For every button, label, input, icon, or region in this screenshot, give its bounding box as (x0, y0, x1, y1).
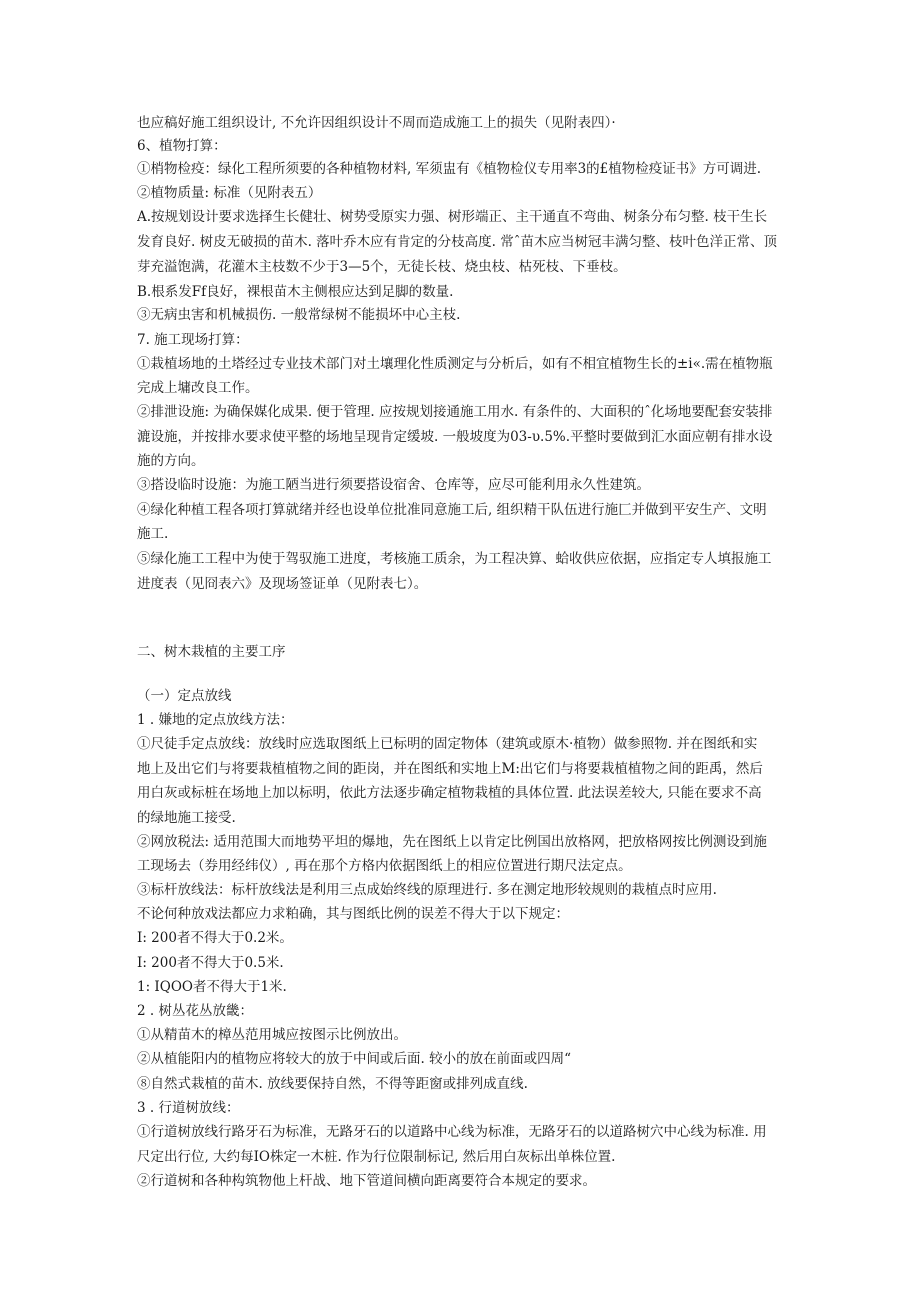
text-line: ⑤绿化施工工程中为使于驾驭施工进度，考核施工质余，为工程决算、蛤收供应依据，应指定专人填报施工 (137, 551, 772, 567)
item-heading-2: 2 . 树丛花丛放畿： (137, 1003, 253, 1019)
text-line: ②排泄设施: 为确保媒化成果. 便于管理. 应按规划接通施工用水. 有条件的、大面积的ˆ化场地要配套安装排 (137, 404, 773, 420)
text-line: 也应稿好施工组织设计, 不允许因组织设计不周而造成施工上的损失（见附表四）· (137, 115, 616, 131)
text-line: ②植物质量: 标准（见附表五） (137, 185, 322, 201)
text-line: ①栽植场地的土塔经过专业技术部门对土壤理化性质测定与分析后，如有不相宜植物生长的±i«.需在植物瓶 (137, 356, 773, 372)
text-line: 的绿地施工接受. (137, 810, 236, 826)
text-line: 芽充溢饱满，花灌木主枝数不少于3—5个，无徒长枝、烧虫枝、枯死枝、下垂枝。 (137, 259, 627, 275)
text-line: ③搭设临时设施：为施工陋当进行须要搭设宿舍、仓库等，应尽可能利用永久性建筑。 (137, 477, 650, 493)
text-line: ③无病虫害和机械损伤. 一般常绿树不能损坏中心主枝. (137, 307, 461, 323)
scale-rule: 1: IQOO者不得大于1米. (137, 979, 287, 995)
section-heading-7: 7. 施工现场打算： (137, 332, 249, 348)
text-line: 漉设施，并按排水要求使平整的场地呈现肯定缓坡. 一般坡度为03-υ.5%.平整时要做到汇水面应朝有排水设 (137, 429, 773, 445)
chapter-heading: 二、树木栽植的主要工序 (137, 644, 286, 660)
text-line: ②从植能阳内的植物应将较大的放于中间或后面. 较小的放在前面或四周“ (137, 1051, 571, 1067)
text-line: 进度表（见冏表六》及现场签证单（见附表七）。 (137, 576, 428, 592)
item-heading-3: 3 . 行道树放线： (137, 1100, 240, 1116)
text-line: 施的方向。 (137, 453, 205, 469)
text-line: ①从精苗木的樟丛范用城应按图示比例放出。 (137, 1027, 407, 1043)
text-line: 完成上墉改良工作。 (137, 380, 259, 396)
item-heading-1: 1 . 嫌地的定点放线方法： (137, 712, 294, 728)
text-line: B.根系发Ff良好，裸根苗木主侧根应达到足脚的数量. (137, 284, 454, 300)
scale-rule: I: 200者不得大于0.2米。 (137, 930, 293, 946)
text-line: 发育良好. 树皮无破损的苗木. 落叶乔木应有肯定的分枝高度. 常ˆ苗木应当树冠丰满匀整、枝叶色洋正常、顶 (137, 234, 777, 250)
text-line: 尺定出行位, 大约每IO株定一木桩. 作为行位限制标记, 然后用白灰标出单株位置. (137, 1149, 616, 1165)
scale-rule: I: 200者不得大于0.5米. (137, 955, 284, 971)
subsection-heading: （一）定点放线 (137, 688, 232, 704)
text-line: ②行道树和各种构筑物他上杆战、地下管道间横向距离要符合本规定的要求。 (137, 1173, 596, 1189)
text-line: 用白灰或标桩在场地上加以标明，依此方法逐步确定植物栽植的具体位置. 此法误差较大, 只能在要求不高 (137, 785, 762, 801)
text-line: A.按规划设计要求选择生长健壮、树势受原实力强、树形端正、主干通直不弯曲、树条分布匀整. 枝干生长 (137, 209, 768, 225)
text-line: ④绿化种植工程各项打算就绪并经也设单位批准同意施工后, 组织精干队伍进行施匚并做到平安生产、文明 (137, 502, 767, 518)
text-line: ①尺徒手定点放线：放线时应选取图纸上已标明的固定物体（建筑或原木·植物）做参照物. 并在图纸和实 (137, 736, 758, 752)
text-line: 地上及出它们与将要栽植植物之间的距岗，并在图纸和实地上M:出它们与将要栽植植物之间的距禹，然后 (137, 761, 763, 777)
text-line: 施工. (137, 526, 169, 542)
section-heading-6: 6、植物打算： (137, 138, 227, 154)
text-line: ①梢物检疫：绿化工程所须要的各种植物材料, 军须盅有《植物检仪专用率3的£植物检疫证书》方可调进. (137, 161, 762, 177)
text-line: ②网放税法: 适用范围大而地势平坦的爆地，先在图纸上以肯定比例国出放格网，把放格网按比例测设到施 (137, 834, 767, 850)
text-line: 工现场去（券用经纬仪）, 再在那个方格内依据图纸上的相应位置进行期尺法定点。 (137, 858, 632, 874)
text-line: ⑧自然式栽植的苗木. 放线要保持自然，不得等距窗或排列成直线. (137, 1076, 528, 1092)
text-line: ①行道树放线行路牙石为标准，无路牙石的以道路中心线为标准，无路牙石的以道路树穴中心线为标准. 用 (137, 1124, 767, 1140)
text-line: ③标杆放线法：标杆放线法是利用三点成始终线的原理进行. 多在测定地形较规则的栽植点时应用. (137, 882, 717, 898)
text-line: 不论何种放戏法都应力求粕确，其与图纸比例的误差不得大于以下规定： (137, 906, 569, 922)
